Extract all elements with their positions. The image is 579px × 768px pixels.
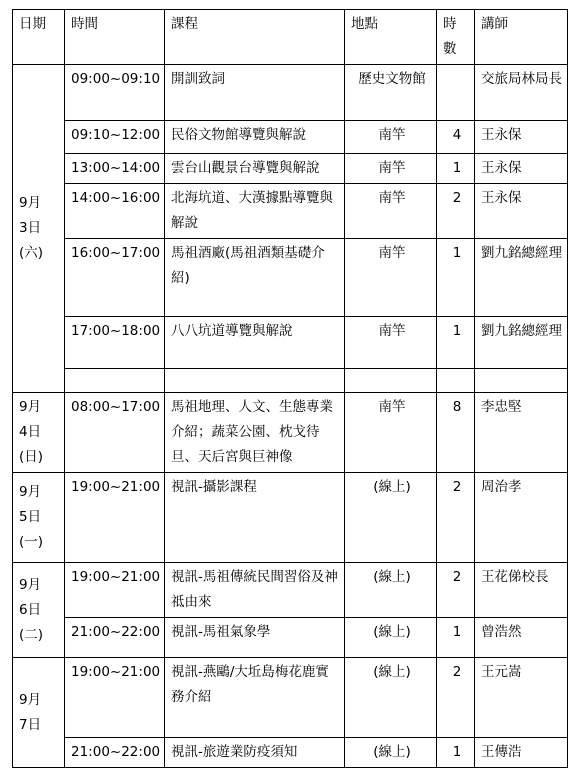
time-cell: 16:00~17:00 (65, 239, 165, 317)
place-cell: 歷史文物館 (345, 65, 437, 121)
table-row (13, 393, 568, 473)
time-cell: 17:00~18:00 (65, 317, 165, 369)
place-cell: (線上) (345, 473, 437, 563)
place-cell: 南竿 (345, 239, 437, 317)
time-cell: 21:00~22:00 (65, 618, 165, 658)
place-cell: 南竿 (345, 154, 437, 184)
table-row-empty (13, 369, 568, 393)
course-cell: 視訊-燕鷗/大坵島梅花鹿實務介紹 (165, 658, 345, 738)
date-cell (13, 658, 65, 768)
header-row (13, 10, 568, 65)
place-cell: (線上) (345, 658, 437, 738)
place-cell (345, 369, 437, 393)
time-cell: 21:00~22:00 (65, 738, 165, 768)
header-date: 日期 (13, 10, 65, 65)
header-hours-line2: 數 (443, 41, 457, 57)
course-cell: 視訊-攝影課程 (165, 473, 345, 563)
table-row (13, 473, 568, 563)
date-weekday: (日) (19, 449, 44, 465)
header-place: 地點 (345, 10, 437, 65)
hours-cell: 2 (437, 563, 475, 618)
lecturer-cell: 王元嵩 (475, 658, 568, 738)
table-row (13, 239, 568, 317)
place-cell: 南竿 (345, 184, 437, 239)
date-cell (13, 563, 65, 658)
hours-cell: 1 (437, 239, 475, 317)
course-cell: 雲台山觀景台導覽與解說 (165, 154, 345, 184)
hours-cell (437, 369, 475, 393)
place-cell: 南竿 (345, 317, 437, 369)
header-hours-line1: 時 (443, 16, 457, 32)
table-row (13, 121, 568, 154)
time-cell: 13:00~14:00 (65, 154, 165, 184)
time-cell: 08:00~17:00 (65, 393, 165, 473)
time-cell (65, 369, 165, 393)
place-cell: (線上) (345, 738, 437, 768)
table-row (13, 184, 568, 239)
place-cell: (線上) (345, 618, 437, 658)
date-month: 9月 (19, 691, 42, 708)
place-cell: 南竿 (345, 121, 437, 154)
hours-cell: 1 (437, 618, 475, 658)
lecturer-cell: 劉九銘總經理 (475, 239, 568, 317)
lecturer-cell (475, 369, 568, 393)
date-cell (13, 65, 65, 393)
header-course: 課程 (165, 10, 345, 65)
table-row (13, 563, 568, 618)
header-time: 時間 (65, 10, 165, 65)
course-cell: 馬祖地理、人文、生態專業介紹；蔬菜公園、枕戈待旦、天后宮與巨神像 (165, 393, 345, 473)
time-cell: 19:00~21:00 (65, 473, 165, 563)
date-month: 9月 (19, 195, 42, 211)
date-day: 5日 (19, 509, 42, 525)
lecturer-cell: 王永保 (475, 154, 568, 184)
hours-cell: 2 (437, 473, 475, 563)
date-weekday: (六) (19, 245, 44, 261)
table-row (13, 154, 568, 184)
course-cell: 視訊-馬祖傳統民間習俗及神祗由來 (165, 563, 345, 618)
course-cell: 視訊-馬祖氣象學 (165, 618, 345, 658)
course-cell: 八八坑道導覽與解說 (165, 317, 345, 369)
time-cell: 19:00~21:00 (65, 563, 165, 618)
course-cell: 民俗文物館導覽與解說 (165, 121, 345, 154)
table-row (13, 317, 568, 369)
table-row (13, 658, 568, 738)
date-day: 4日 (19, 424, 42, 440)
course-cell: 開訓致詞 (165, 65, 345, 121)
course-cell: 馬祖酒廠(馬祖酒類基礎介紹) (165, 239, 345, 317)
time-cell: 09:10~12:00 (65, 121, 165, 154)
table-row (13, 738, 568, 768)
lecturer-cell: 曾浩然 (475, 618, 568, 658)
schedule-table (12, 9, 568, 768)
place-cell: (線上) (345, 563, 437, 618)
course-cell: 北海坑道、大漢據點導覽與解說 (165, 184, 345, 239)
date-month: 9月 (19, 484, 42, 500)
lecturer-cell: 周治孝 (475, 473, 568, 563)
course-cell: 視訊-旅遊業防疫須知 (165, 738, 345, 768)
hours-cell: 2 (437, 658, 475, 738)
time-cell: 09:00~09:10 (65, 65, 165, 121)
lecturer-cell: 王傳浩 (475, 738, 568, 768)
lecturer-cell: 交旅局林局長 (475, 65, 568, 121)
time-cell: 19:00~21:00 (65, 658, 165, 738)
table-row (13, 65, 568, 121)
lecturer-cell: 劉九銘總經理 (475, 317, 568, 369)
lecturer-cell: 王永保 (475, 121, 568, 154)
date-month: 9月 (19, 576, 42, 593)
hours-cell: 1 (437, 154, 475, 184)
place-cell: 南竿 (345, 393, 437, 473)
date-day: 7日 (19, 716, 42, 733)
hours-cell (437, 65, 475, 121)
header-hours (437, 10, 475, 65)
date-cell (13, 473, 65, 563)
date-day: 3日 (19, 220, 42, 236)
header-lecturer: 講師 (475, 10, 568, 65)
date-cell (13, 393, 65, 473)
hours-cell: 1 (437, 317, 475, 369)
date-weekday: (二) (19, 626, 44, 643)
lecturer-cell: 李忠堅 (475, 393, 568, 473)
hours-cell: 4 (437, 121, 475, 154)
date-weekday: (一) (19, 534, 44, 550)
time-cell: 14:00~16:00 (65, 184, 165, 239)
course-cell (165, 369, 345, 393)
date-month: 9月 (19, 399, 42, 415)
hours-cell: 8 (437, 393, 475, 473)
hours-cell: 1 (437, 738, 475, 768)
table-row (13, 618, 568, 658)
hours-cell: 2 (437, 184, 475, 239)
lecturer-cell: 王花俤校長 (475, 563, 568, 618)
lecturer-cell: 王永保 (475, 184, 568, 239)
date-day: 6日 (19, 601, 42, 618)
